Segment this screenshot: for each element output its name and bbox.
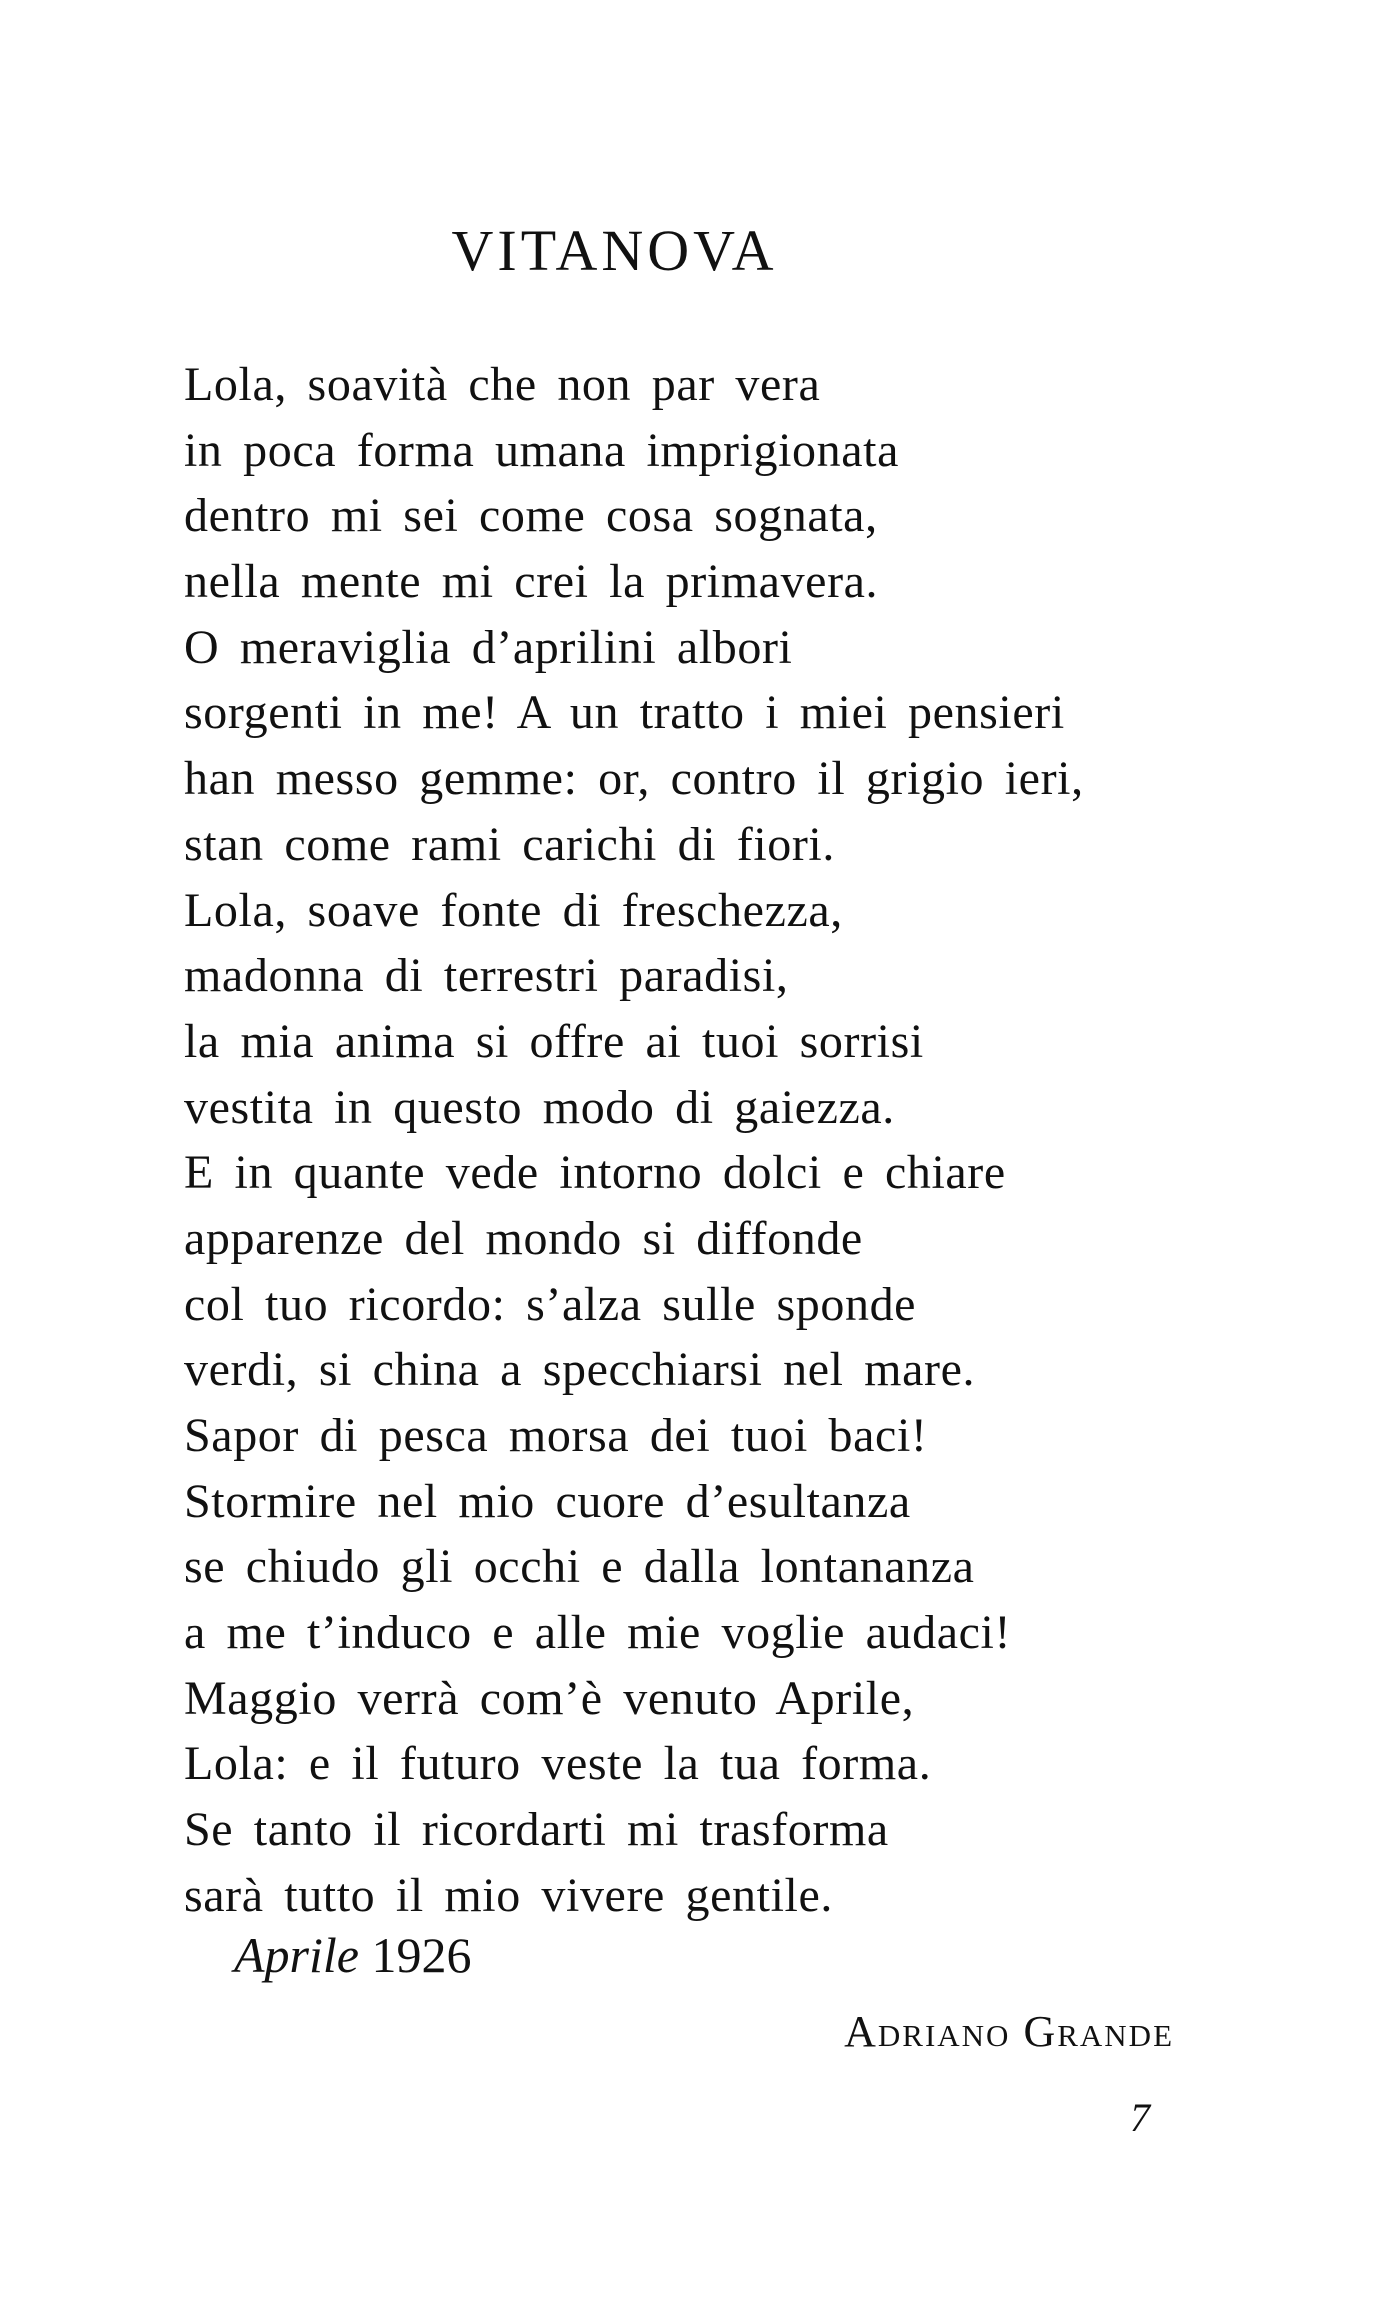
poem-line-9: Lola, soave fonte di freschezza, (184, 883, 843, 937)
poem-line-20: a me t’induco e alle mie voglie audaci! (184, 1606, 1012, 1660)
poem-line-19: se chiudo gli occhi e dalla lontananza (184, 1540, 975, 1594)
poem-line-4: nella mente mi crei la primavera. (184, 555, 879, 609)
poem-line-15: col tuo ricordo: s’alza sulle sponde (184, 1277, 917, 1331)
author-signature: Adriano Grande (844, 2007, 1174, 2056)
poem-line-17: Sapor di pesca morsa dei tuoi baci! (184, 1409, 928, 1462)
poem-line-12: vestita in questo modo di gaiezza. (184, 1080, 895, 1134)
poem-line-3: dentro mi sei come cosa sognata, (184, 489, 878, 543)
poem-line-2: in poca forma umana imprigionata (184, 423, 899, 477)
poem-line-21: Maggio verrà com’è venuto Aprile, (184, 1671, 915, 1725)
poem-line-10: madonna di terrestri paradisi, (184, 949, 789, 1003)
poem-line-18: Stormire nel mio cuore d’esultanza (184, 1474, 911, 1528)
poem-date (234, 1927, 472, 1983)
poem-line-8: stan come rami carichi di fiori. (184, 817, 835, 871)
poem-line-11: la mia anima si offre ai tuoi sorrisi (184, 1014, 924, 1068)
date-year: 1926 (371, 1927, 472, 1983)
poem-line-16: verdi, si china a specchiarsi nel mare. (184, 1343, 976, 1397)
poem-line-6: sorgenti in me! A un tratto i miei pensieri (184, 686, 1065, 740)
poem-line-1: Lola, soavità che non par vera (184, 358, 821, 411)
page-number: 7 (1130, 2095, 1150, 2140)
poem-title: VITANOVA (451, 218, 778, 283)
poem-line-5: O meraviglia d’aprilini albori (184, 620, 793, 674)
poem-body (184, 352, 1234, 1929)
poem-line-23: Se tanto il ricordarti mi trasforma (184, 1803, 889, 1857)
date-month: Aprile (234, 1927, 359, 1983)
poem-line-22: Lola: e il futuro veste la tua forma. (184, 1737, 932, 1791)
poem-line-24: sarà tutto il mio vivere gentile. (184, 1868, 833, 1922)
poem-line-13: E in quante vede intorno dolci e chiare (184, 1146, 1006, 1200)
poem-line-7: han messo gemme: or, contro il grigio ieri, (184, 752, 1084, 806)
poem-line-14: apparenze del mondo si diffonde (184, 1211, 863, 1265)
